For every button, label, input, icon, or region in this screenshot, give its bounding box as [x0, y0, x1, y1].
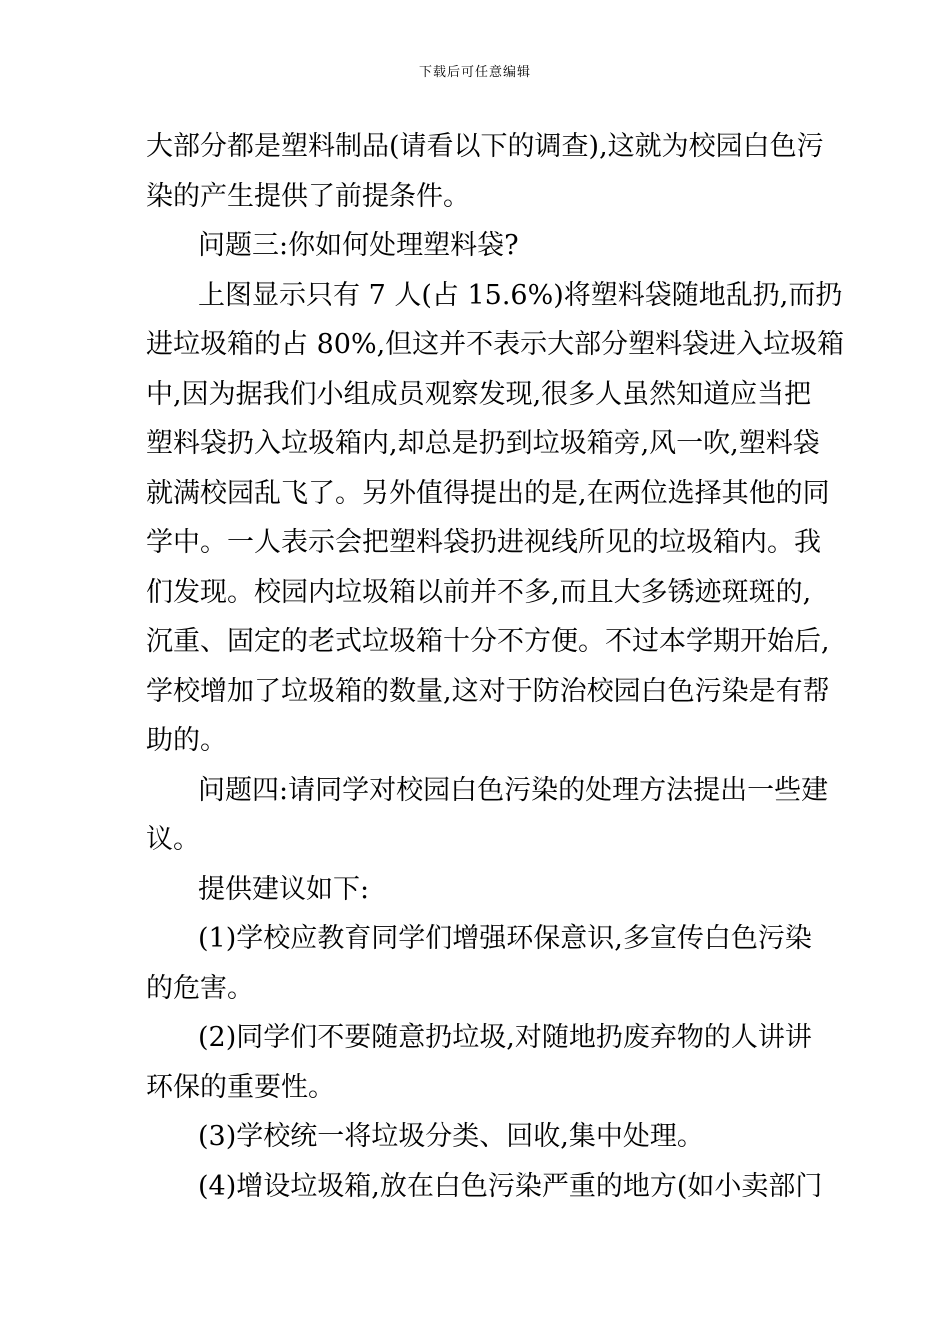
text-line: 提供建议如下:	[198, 873, 370, 905]
text-line: 就满校园乱飞了。另外值得提出的是,在两位选择其他的同	[146, 477, 830, 509]
text-line: 学校增加了垃圾箱的数量,这对于防治校园白色污染是有帮	[146, 675, 830, 707]
text-line: 进垃圾箱的占 80%,但这并不表示大部分塑料袋进入垃圾箱	[146, 329, 845, 360]
paragraph	[146, 1162, 823, 1212]
page-header: 下载后可任意编辑	[418, 65, 531, 80]
text-line: 环保的重要性。	[146, 1071, 335, 1103]
text-line: 染的产生提供了前提条件。	[146, 180, 470, 212]
text-line: (4)增设垃圾箱,放在白色污染严重的地方(如小卖部门	[198, 1170, 823, 1202]
text-line: (2)同学们不要随意扔垃圾,对随地扔废弃物的人讲讲	[198, 1022, 812, 1053]
text-line: 们发现。校园内垃圾箱以前并不多,而且大多锈迹斑斑的,	[146, 576, 812, 608]
paragraph	[146, 865, 806, 915]
text-line: (3)学校统一将垃圾分类、回收,集中处理。	[198, 1121, 704, 1152]
paragraph	[146, 766, 829, 865]
paragraph	[146, 914, 812, 1013]
text-line: 中,因为据我们小组成员观察发现,很多人虽然知道应当把	[146, 378, 812, 410]
text-line: 上图显示只有 7 人(占 15.6%)将塑料袋随地乱扔,而扔	[198, 279, 843, 311]
paragraph	[146, 221, 806, 271]
paragraph	[146, 1112, 806, 1162]
text-line: 大部分都是塑料制品(请看以下的调查),这就为校园白色污	[146, 131, 824, 162]
text-line: 的危害。	[146, 972, 254, 1004]
paragraph	[146, 122, 824, 221]
text-line: 学中。一人表示会把塑料袋扔进视线所见的垃圾箱内。我	[146, 527, 821, 558]
text-line: 沉重、固定的老式垃圾箱十分不方便。不过本学期开始后,	[146, 626, 830, 657]
text-line: 助的。	[146, 725, 227, 756]
text-line: 议。	[146, 824, 200, 855]
text-line: 问题三:你如何处理塑料袋?	[198, 230, 519, 261]
text-line: 塑料袋扔入垃圾箱内,却总是扔到垃圾箱旁,风一吹,塑料袋	[146, 428, 820, 459]
paragraph	[146, 1013, 812, 1112]
text-line: (1)学校应教育同学们增强环保意识,多宣传白色污染	[198, 923, 812, 954]
text-line: 问题四:请同学对校园白色污染的处理方法提出一些建	[198, 774, 829, 806]
document-body	[146, 122, 845, 1211]
paragraph	[146, 271, 845, 766]
